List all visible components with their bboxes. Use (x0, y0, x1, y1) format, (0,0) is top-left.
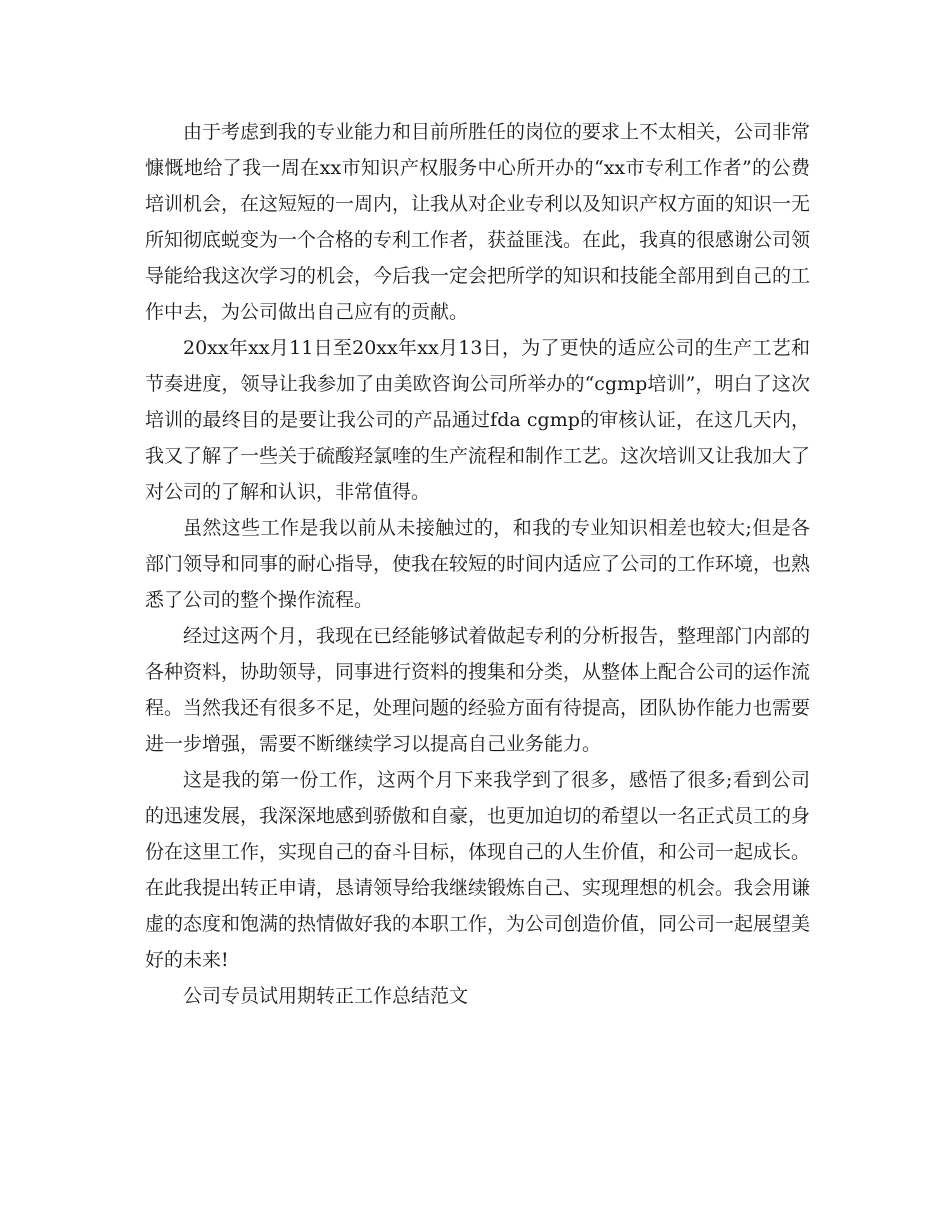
paragraph-application: 这是我的第一份工作，这两个月下来我学到了很多，感悟了很多;看到公司的迅速发展，我深深地感到骄傲和自豪，也更加迫切的希望以一名正式员工的身份在这里工作，实现自己的奋斗目标，体现自己的人生价值，和公司一起成长。在此我提出转正申请，恳请领导给我继续锻炼自己、实现理想的机会。我会用谦虚的态度和饱满的热情做好我的本职工作，为公司创造价值，同公司一起展望美好的未来! (145, 769, 811, 971)
paragraph-progress: 经过这两个月，我现在已经能够试着做起专利的分析报告，整理部门内部的各种资料，协助领导，同事进行资料的搜集和分类，从整体上配合公司的运作流程。当然我还有很多不足，处理问题的经验方面有待提高，团队协作能力也需要进一步增强，需要不断继续学习以提高自己业务能力。 (145, 625, 811, 755)
paragraph-training-cgmp: 20xx年xx月11日至20xx年xx月13日，为了更快的适应公司的生产工艺和节奏进度，领导让我参加了由美欧咨询公司所举办的“cgmp培训”，明白了这次培训的最终目的是要让我公司的产品通过fda cgmp的审核认证，在这几天内，我又了解了一些关于硫酸羟氯喹的生产流程和制作工艺。这次培训又让我加大了对公司的了解和认识，非常值得。 (145, 337, 811, 503)
document-body (145, 114, 810, 1014)
paragraph-training-patent: 由于考虑到我的专业能力和目前所胜任的岗位的要求上不太相关，公司非常慷慨地给了我一周在xx市知识产权服务中心所开办的“xx市专利工作者”的公费培训机会，在这短短的一周内，让我从对企业专利以及知识产权方面的知识一无所知彻底蜕变为一个合格的专利工作者，获益匪浅。在此，我真的很感谢公司领导能给我这次学习的机会，今后我一定会把所学的知识和技能全部用到自己的工作中去，为公司做出自己应有的贡献。 (145, 121, 811, 323)
closing-title: 公司专员试用期转正工作总结范文 (183, 985, 469, 1007)
paragraph-adaptation: 虽然这些工作是我以前从未接触过的，和我的专业知识相差也较大;但是各部门领导和同事的耐心指导，使我在较短的时间内适应了公司的工作环境，也熟悉了公司的整个操作流程。 (145, 517, 811, 611)
